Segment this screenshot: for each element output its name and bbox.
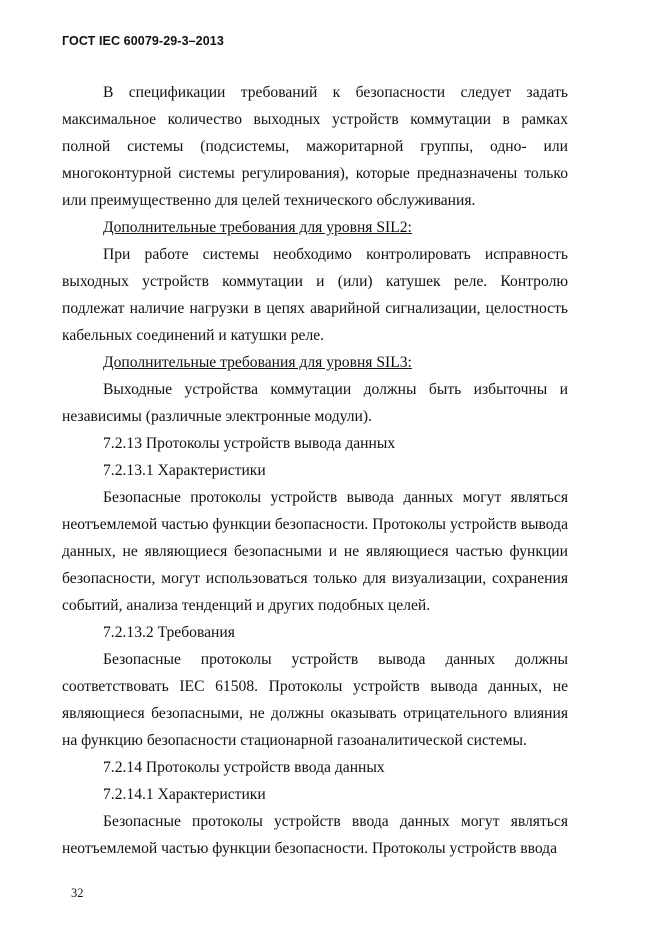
heading-sil3-text: Дополнительные требования для уровня SIL3:: [103, 354, 412, 371]
document-body: [62, 79, 568, 862]
paragraph-sil3-redundancy: Выходные устройства коммутации должны быть избыточны и независимы (различные электронные модули).: [62, 381, 568, 425]
paragraph-output-protocols-characteristics: Безопасные протоколы устройств вывода данных могут являться неотъемлемой частью функции безопасности. Протоколы устройств вывода данных, не являющиеся безопасными и не являющиеся частью функции безопасности, могут использоваться только для визуализации, сохранения событий, анализа тенденций и других подобных целей.: [62, 489, 568, 614]
section-heading-7-2-13: 7.2.13 Протоколы устройств вывода данных: [103, 435, 396, 452]
paragraph-input-protocols-characteristics: Безопасные протоколы устройств ввода данных могут являться неотъемлемой частью функции безопасности. Протоколы устройств ввода: [62, 813, 568, 857]
document-header: ГОСТ IEC 60079-29-3–2013: [62, 34, 224, 48]
paragraph-maintenance-switching: В спецификации требований к безопасности следует задать максимальное количество выходных устройств коммутации в рамках полной системы (подсистемы, мажоритарной группы, одно- или многоконтурной системы регулирования), которые предназначены только или преимущественно для целей технического обслуживания.: [62, 84, 568, 209]
subsection-heading-7-2-13-2: 7.2.13.2 Требования: [103, 624, 235, 641]
subsection-heading-7-2-14-1: 7.2.14.1 Характеристики: [103, 786, 266, 803]
paragraph-output-protocols-requirements: Безопасные протоколы устройств вывода данных должны соответствовать IEC 61508. Протоколы устройств вывода данных, не являющиеся безопасными, не должны оказывать отрицательного влияния на функцию безопасности стационарной газоаналитической системы.: [62, 651, 568, 749]
section-heading-7-2-14: 7.2.14 Протоколы устройств ввода данных: [103, 759, 385, 776]
heading-sil2-requirements: [62, 214, 568, 241]
heading-sil2-text: Дополнительные требования для уровня SIL2:: [103, 219, 412, 236]
page-number: 32: [71, 886, 84, 900]
paragraph-sil2-monitoring: При работе системы необходимо контролировать исправность выходных устройств коммутации и (или) катушек реле. Контролю подлежат наличие нагрузки в цепях аварийной сигнализации, целостность кабельных соединений и катушки реле.: [62, 246, 568, 344]
subsection-heading-7-2-13-1: 7.2.13.1 Характеристики: [103, 462, 266, 479]
heading-sil3-requirements: [62, 349, 568, 376]
